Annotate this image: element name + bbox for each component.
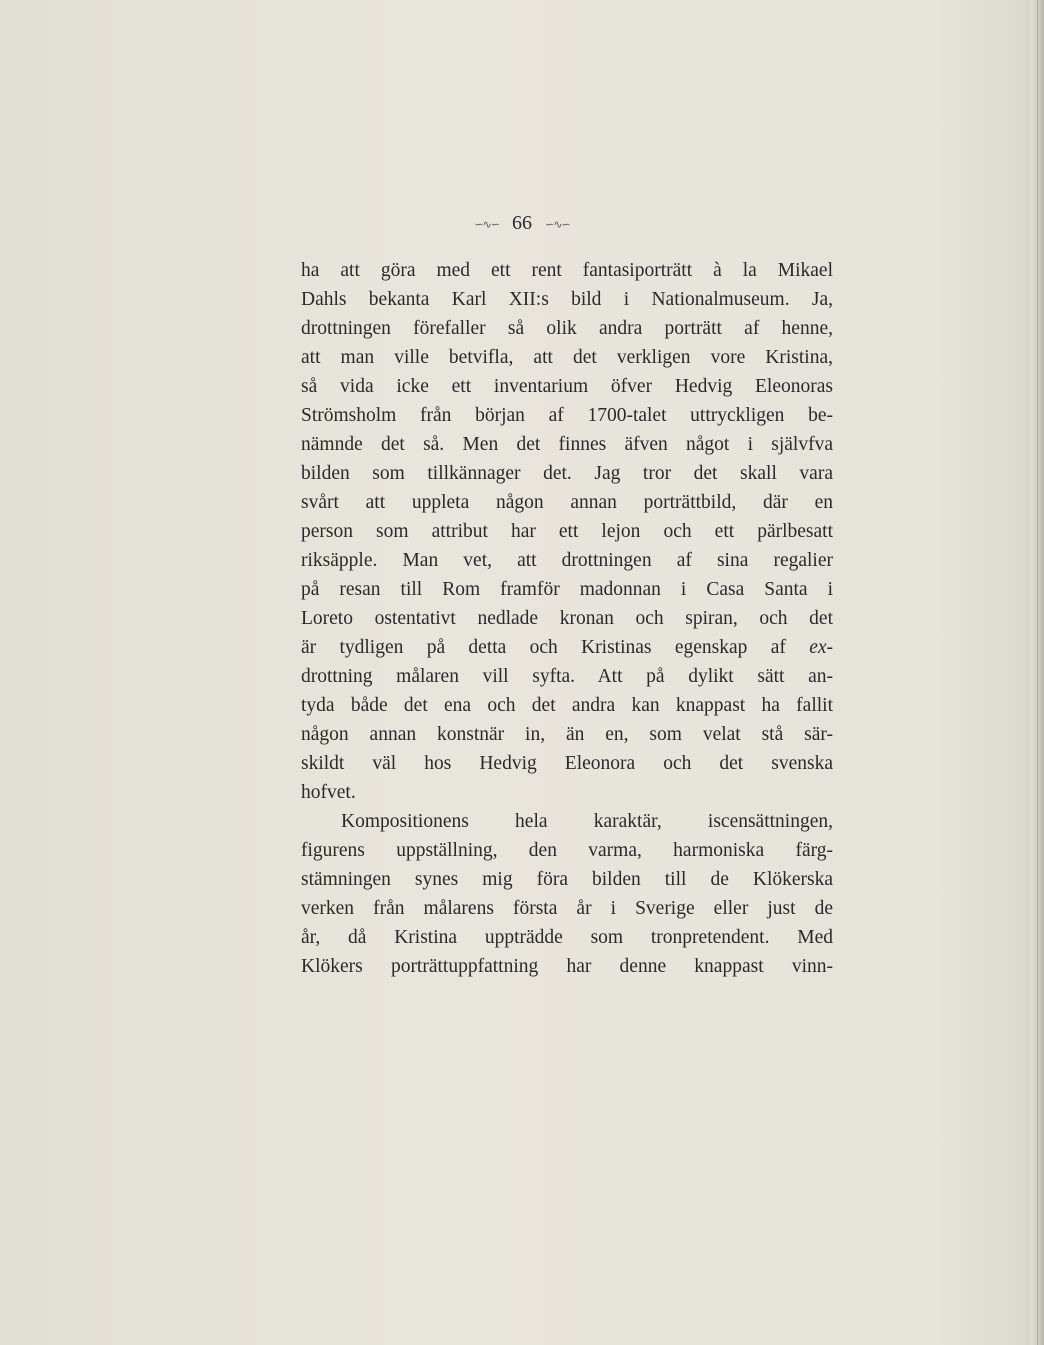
text-line-content: stämningen synes mig föra bilden till de Klökerska: [301, 869, 833, 890]
text-line-content: så vida icke ett inventarium öfver Hedvig Eleonoras: [301, 376, 833, 397]
text-line-content: verken från målarens första år i Sverige eller just de: [301, 898, 833, 919]
text-line: [301, 952, 833, 981]
page-edge-line: [1037, 0, 1038, 1345]
text-line: [301, 894, 833, 923]
italic-text: ex-: [809, 637, 833, 658]
text-line: [301, 488, 833, 517]
text-line-content: drottning målaren vill syfta. Att på dylikt sätt an-: [301, 666, 833, 687]
page-number: 66: [512, 212, 532, 234]
text-line: [301, 546, 833, 575]
text-line-content: Dahls bekanta Karl XII:s bild i Nationalmuseum. Ja,: [301, 289, 833, 310]
text-line-content: svårt att uppleta någon annan porträttbild, där en: [301, 492, 833, 513]
text-line: [301, 401, 833, 430]
text-line-content: är tydligen på detta och Kristinas egenskap af: [301, 637, 786, 658]
text-line-content: nämnde det så. Men det finnes äfven något i självfva: [301, 434, 833, 455]
text-line: [301, 720, 833, 749]
text-line-content: Strömsholm från början af 1700-talet uttryckligen be-: [301, 405, 833, 426]
text-line-content: att man ville betvifla, att det verkligen vore Kristina,: [301, 347, 833, 368]
text-line: [301, 459, 833, 488]
text-line: [301, 343, 833, 372]
text-line: [301, 807, 833, 836]
ornament-left-icon: ∽∿∽: [474, 218, 499, 231]
text-line: [301, 372, 833, 401]
text-line-content: ha att göra med ett rent fantasiporträtt à la Mikael: [301, 260, 833, 281]
text-line-content: Kompositionens hela karaktär, iscensättningen,: [341, 811, 833, 832]
text-line-content: skildt väl hos Hedvig Eleonora och det svenska: [301, 753, 833, 774]
text-line: [301, 314, 833, 343]
text-line-content: tyda både det ena och det andra kan knappast ha fallit: [301, 695, 833, 716]
text-line-content: person som attribut har ett lejon och ett pärlbesatt: [301, 521, 833, 542]
text-line: [301, 749, 833, 778]
text-line: [301, 923, 833, 952]
text-line: [301, 865, 833, 894]
text-line: [301, 575, 833, 604]
text-line: [301, 430, 833, 459]
text-line: [301, 604, 833, 633]
text-line-content: riksäpple. Man vet, att drottningen af sina regalier: [301, 550, 833, 571]
page-header: [0, 212, 1044, 235]
text-line: [301, 633, 833, 662]
text-line-content: år, då Kristina uppträdde som tronpretendent. Med: [301, 927, 833, 948]
text-line-content: någon annan konstnär in, än en, som velat stå sär-: [301, 724, 833, 745]
text-line-content: bilden som tillkännager det. Jag tror det skall vara: [301, 463, 833, 484]
text-line: [301, 836, 833, 865]
text-line: [301, 662, 833, 691]
text-line: [301, 517, 833, 546]
text-line: [301, 256, 833, 285]
text-line-content: på resan till Rom framför madonnan i Casa Santa i: [301, 579, 833, 600]
text-line-content: figurens uppställning, den varma, harmoniska färg-: [301, 840, 833, 861]
text-line-content: Klökers porträttuppfattning har denne knappast vinn-: [301, 956, 833, 977]
text-line: [301, 691, 833, 720]
text-line: [301, 778, 833, 807]
body-text: [301, 256, 833, 981]
text-line-content: Loreto ostentativt nedlade kronan och spiran, och det: [301, 608, 833, 629]
ornament-right-icon: ∽∿∽: [545, 218, 570, 231]
text-line-content: hofvet.: [301, 782, 356, 803]
text-line: [301, 285, 833, 314]
text-line-content: drottningen förefaller så olik andra porträtt af henne,: [301, 318, 833, 339]
